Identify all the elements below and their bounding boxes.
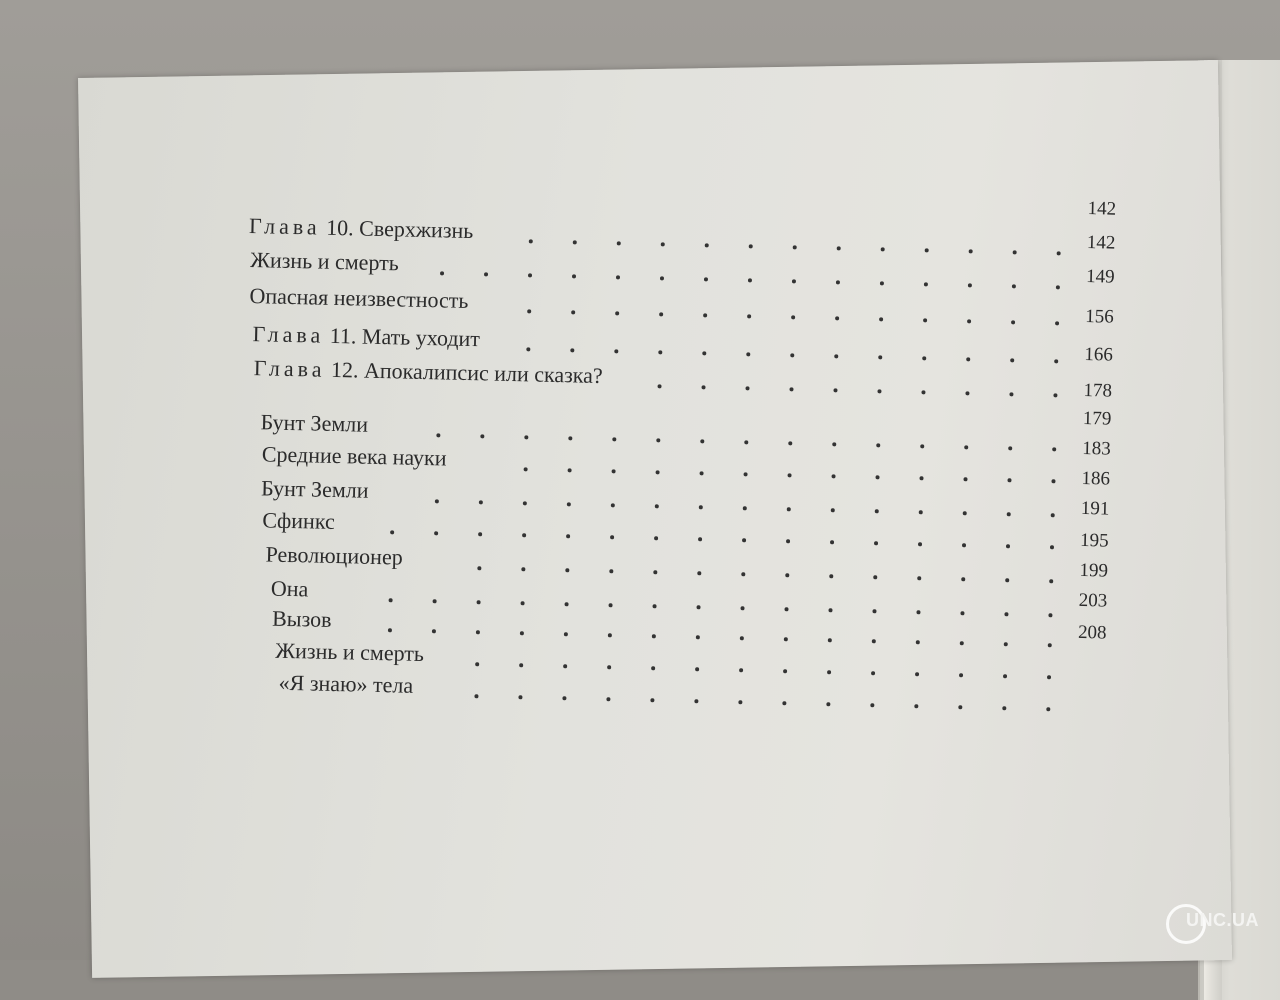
leader-dot: [964, 445, 968, 449]
toc-entry-title: Она: [270, 575, 309, 602]
leader-dot: [607, 665, 611, 669]
leader-dot: [783, 669, 787, 673]
leader-dot: [650, 698, 654, 702]
leader-dot: [832, 442, 836, 446]
leader-dot: [877, 389, 881, 393]
leader-dot: [477, 566, 481, 570]
leader-dot: [837, 246, 841, 250]
leader-dot: [432, 629, 436, 633]
leader-dot: [968, 283, 972, 287]
leader-dot: [474, 694, 478, 698]
leader-dot: [612, 469, 616, 473]
toc-entry-page: 166: [1084, 343, 1114, 366]
leader-dot: [960, 611, 964, 615]
leader-dot: [700, 439, 704, 443]
leader-dot: [608, 633, 612, 637]
leader-dot: [606, 697, 610, 701]
leader-dot: [1002, 706, 1006, 710]
leader-dot: [1007, 512, 1011, 516]
leader-dot: [925, 248, 929, 252]
leader-dot: [830, 540, 834, 544]
leader-dot: [914, 704, 918, 708]
leader-dot: [568, 436, 572, 440]
leader-dot: [749, 244, 753, 248]
toc-entry-title: Сфинкс: [262, 507, 336, 535]
leader-dot: [1054, 359, 1058, 363]
toc-entry-page: 179: [1082, 407, 1112, 430]
leader-dot: [519, 663, 523, 667]
leader-dot: [831, 474, 835, 478]
leader-dot: [740, 636, 744, 640]
leader-dot: [1005, 578, 1009, 582]
leader-dot: [788, 473, 792, 477]
leader-dot: [1057, 251, 1061, 255]
leader-dot: [390, 530, 394, 534]
leader-dot: [875, 509, 879, 513]
toc-entry-page: 142: [1086, 232, 1116, 254]
leader-dot: [1007, 478, 1011, 482]
leader-dot: [1050, 545, 1054, 549]
leader-dot: [963, 477, 967, 481]
leader-dot: [654, 536, 658, 540]
leader-dot: [478, 532, 482, 536]
leader-dot: [1056, 285, 1060, 289]
toc-entry-page: 186: [1081, 467, 1111, 490]
leader-dot: [874, 541, 878, 545]
leader-dot: [793, 245, 797, 249]
leader-dot: [959, 673, 963, 677]
leader-dot: [835, 316, 839, 320]
toc-entry-title: 11. Мать уходит: [329, 322, 481, 352]
table-of-contents: [238, 185, 1150, 745]
leader-dot: [1055, 321, 1059, 325]
leader-dot: [653, 604, 657, 608]
leader-dot: [567, 502, 571, 506]
toc-entry-title: Революционер: [265, 541, 404, 570]
leader-dot: [518, 695, 522, 699]
leader-dot: [1051, 513, 1055, 517]
leader-dot: [922, 356, 926, 360]
leader-dot: [656, 438, 660, 442]
leader-dot: [696, 605, 700, 609]
leader-dot: [960, 641, 964, 645]
leader-dot: [617, 241, 621, 245]
leader-dot: [388, 628, 392, 632]
leader-dot: [872, 609, 876, 613]
leader-dot: [870, 703, 874, 707]
leader-dot: [661, 242, 665, 246]
leader-dot: [477, 600, 481, 604]
leader-dot: [433, 599, 437, 603]
leader-dot: [826, 702, 830, 706]
leader-dot: [656, 470, 660, 474]
leader-dot: [828, 638, 832, 642]
leader-dot: [965, 391, 969, 395]
leader-dot: [738, 700, 742, 704]
leader-dot: [698, 537, 702, 541]
leader-dot: [566, 534, 570, 538]
leader-dot: [963, 511, 967, 515]
leader-dot: [1048, 613, 1052, 617]
leader-dot: [745, 386, 749, 390]
leader-dot: [743, 506, 747, 510]
leader-dot: [789, 387, 793, 391]
leader-dot: [564, 632, 568, 636]
toc-entry-page: 195: [1079, 529, 1109, 552]
leader-dot: [827, 670, 831, 674]
watermark: [1160, 898, 1280, 958]
leader-dot: [694, 699, 698, 703]
leader-dot: [873, 575, 877, 579]
toc-entry-title: Бунт Земли: [260, 409, 369, 437]
leader-dot: [1012, 284, 1016, 288]
leader-dot: [484, 272, 488, 276]
leader-dot: [746, 352, 750, 356]
leader-dot: [697, 571, 701, 575]
leader-dot: [1004, 612, 1008, 616]
leader-dot: [653, 570, 657, 574]
leader-dot: [524, 435, 528, 439]
leader-dot: [1049, 579, 1053, 583]
leader-dot: [1010, 358, 1014, 362]
leader-dot: [828, 608, 832, 612]
leader-dot: [1046, 707, 1050, 711]
leader-dot: [1011, 320, 1015, 324]
leader-dot: [871, 671, 875, 675]
leader-dot: [699, 505, 703, 509]
leader-dot: [528, 273, 532, 277]
leader-dot: [1006, 544, 1010, 548]
leader-dot: [836, 280, 840, 284]
leader-dot: [924, 282, 928, 286]
leader-dot: [1052, 447, 1056, 451]
leader-dot: [966, 357, 970, 361]
leader-dot: [878, 355, 882, 359]
leader-dot: [521, 567, 525, 571]
leader-dot: [1009, 392, 1013, 396]
toc-entry-title: 12. Апокалипсис или сказка?: [330, 356, 604, 389]
leader-dot: [748, 278, 752, 282]
toc-entry-page: 149: [1085, 265, 1115, 288]
toc-entry-prefix: Глава: [253, 355, 326, 382]
leader-dot: [791, 315, 795, 319]
leader-dot: [834, 354, 838, 358]
leader-dot: [612, 437, 616, 441]
leader-dot: [915, 672, 919, 676]
leader-dot: [702, 351, 706, 355]
leader-dot: [790, 353, 794, 357]
leader-dot: [1053, 393, 1057, 397]
leader-dot: [703, 313, 707, 317]
leader-dot: [881, 247, 885, 251]
leader-dot: [833, 388, 837, 392]
toc-entry-title: Вызов: [271, 605, 332, 632]
toc-entry-page: 156: [1084, 305, 1114, 328]
leader-dot: [876, 443, 880, 447]
leader-dot: [479, 500, 483, 504]
leader-dot: [962, 543, 966, 547]
leader-dot: [744, 472, 748, 476]
leader-dot: [573, 240, 577, 244]
leader-dot: [920, 444, 924, 448]
toc-entry-page: 183: [1081, 437, 1111, 460]
leader-dot: [570, 348, 574, 352]
leader-dot: [786, 539, 790, 543]
leader-dot: [651, 666, 655, 670]
leader-dot: [700, 471, 704, 475]
leader-dot: [744, 440, 748, 444]
leader-dot: [436, 433, 440, 437]
leader-dot: [521, 601, 525, 605]
leader-dot: [615, 311, 619, 315]
toc-entry-page: 191: [1080, 497, 1110, 520]
leader-dot: [782, 701, 786, 705]
leader-dot: [527, 309, 531, 313]
leader-dot: [1047, 675, 1051, 679]
toc-entry-title: 10. Сверхжизнь: [325, 214, 474, 244]
leader-dot: [923, 318, 927, 322]
toc-entry-page: 208: [1077, 621, 1107, 644]
leader-dot: [659, 312, 663, 316]
leader-dot: [831, 508, 835, 512]
toc-entry-page: 142: [1087, 198, 1117, 220]
toc-entry-title: Опасная неизвестность: [249, 283, 469, 313]
leader-dot: [921, 390, 925, 394]
leader-dot: [1048, 643, 1052, 647]
leader-dot: [434, 531, 438, 535]
leader-dot: [655, 504, 659, 508]
leader-dot: [916, 610, 920, 614]
leader-dot: [739, 668, 743, 672]
leader-dot: [958, 705, 962, 709]
leader-dot: [435, 499, 439, 503]
toc-entry-prefix: Глава: [252, 321, 325, 348]
leader-dot: [529, 239, 533, 243]
leader-dot: [919, 510, 923, 514]
leader-dot: [1051, 479, 1055, 483]
leader-dot: [792, 279, 796, 283]
leader-dot: [389, 598, 393, 602]
leader-dot: [747, 314, 751, 318]
leader-dot: [787, 507, 791, 511]
leader-dot: [520, 631, 524, 635]
toc-entry-title: «Я знаю» тела: [278, 669, 414, 698]
leader-dot: [704, 277, 708, 281]
leader-dot: [568, 468, 572, 472]
leader-dot: [652, 634, 656, 638]
toc-entry-prefix: Глава: [248, 212, 322, 240]
leader-dot: [829, 574, 833, 578]
leader-dot: [522, 533, 526, 537]
leader-dot: [1004, 642, 1008, 646]
toc-entry-title: Жизнь и смерть: [250, 247, 400, 276]
leader-dot: [609, 603, 613, 607]
toc-entry-page: 199: [1079, 559, 1109, 582]
watermark-text: UNC.UA: [1186, 910, 1259, 930]
toc-entry-page: 203: [1078, 589, 1108, 612]
leader-dot: [919, 476, 923, 480]
leader-dot: [609, 569, 613, 573]
leader-dot: [961, 577, 965, 581]
leader-dot: [565, 602, 569, 606]
leader-dot: [563, 664, 567, 668]
leader-dot: [658, 350, 662, 354]
leader-dot: [701, 385, 705, 389]
leader-dot: [526, 347, 530, 351]
leader-dot: [879, 317, 883, 321]
leader-dot: [705, 243, 709, 247]
leader-dot: [918, 542, 922, 546]
leader-dot: [480, 434, 484, 438]
leader-dot: [872, 639, 876, 643]
leader-dot: [741, 572, 745, 576]
leader-dot: [475, 662, 479, 666]
leader-dot: [476, 630, 480, 634]
leader-dot: [660, 276, 664, 280]
leader-dot: [785, 573, 789, 577]
leader-dot: [610, 535, 614, 539]
leader-dot: [440, 271, 444, 275]
leader-dot: [524, 467, 528, 471]
leader-dot: [1008, 446, 1012, 450]
leader-dot: [695, 667, 699, 671]
leader-dot: [1003, 674, 1007, 678]
leader-dot: [1013, 250, 1017, 254]
leader-dot: [616, 275, 620, 279]
leader-dot: [875, 475, 879, 479]
leader-dot: [788, 441, 792, 445]
leader-dot: [916, 640, 920, 644]
leader-dot: [967, 319, 971, 323]
leader-dot: [969, 249, 973, 253]
leader-dot: [565, 568, 569, 572]
leader-dot: [880, 281, 884, 285]
leader-dot: [784, 637, 788, 641]
toc-entry-title: Средние века науки: [261, 441, 447, 471]
leader-dot: [572, 274, 576, 278]
leader-dot: [614, 349, 618, 353]
leader-dot: [562, 696, 566, 700]
leader-dot: [657, 384, 661, 388]
toc-entry-title: Бунт Земли: [260, 475, 369, 503]
toc-entry-page: 178: [1083, 379, 1113, 402]
leader-dot: [696, 635, 700, 639]
leader-dot: [523, 501, 527, 505]
toc-entry-title: Жизнь и смерть: [275, 637, 425, 667]
leader-dot: [917, 576, 921, 580]
leader-dot: [571, 310, 575, 314]
leader-dot: [742, 538, 746, 542]
leader-dot: [784, 607, 788, 611]
leader-dot: [611, 503, 615, 507]
leader-dot: [740, 606, 744, 610]
